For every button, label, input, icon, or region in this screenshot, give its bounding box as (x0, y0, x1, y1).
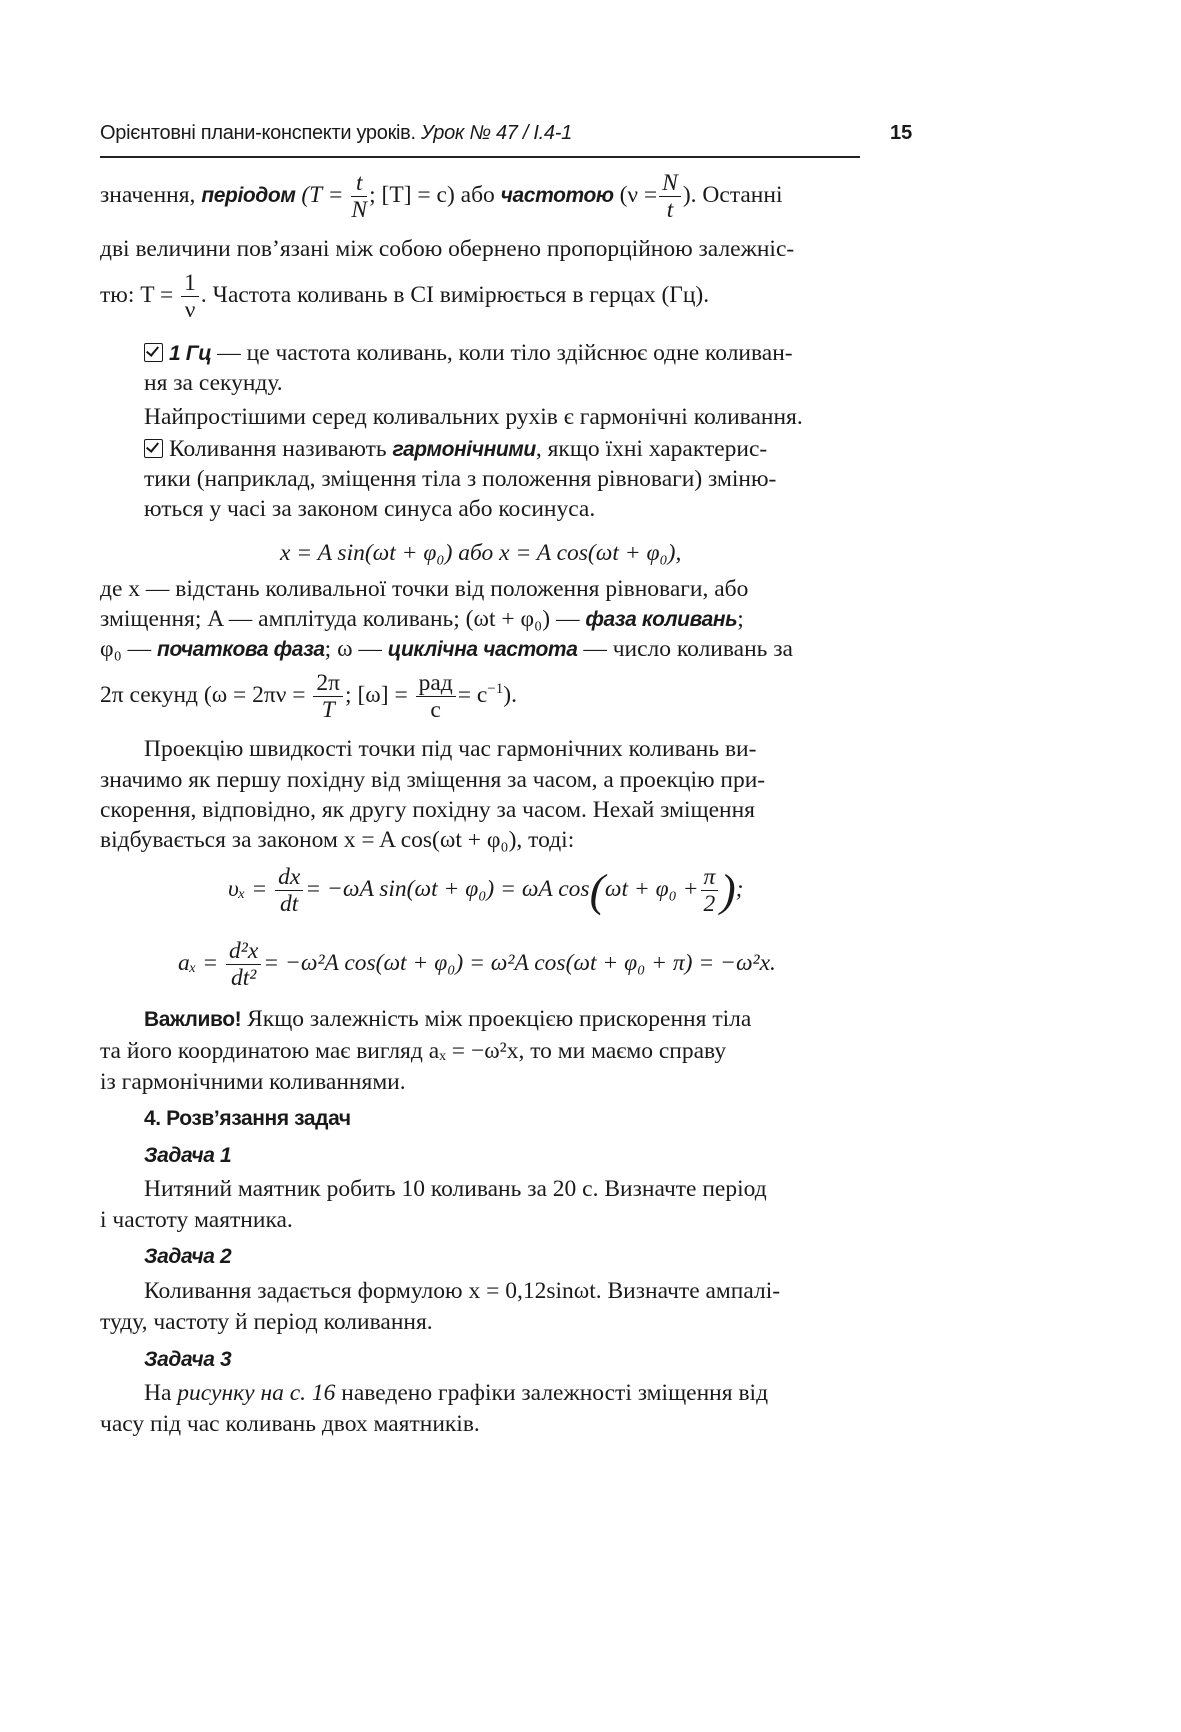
fraction (313, 670, 343, 723)
text-line: Найпростішими серед коливальних рухів є гармонічні коливання. (144, 404, 803, 430)
numerator: t (351, 170, 367, 197)
text: зміщення; A — амплітуда коливань; (ωt + φ₀) — (100, 606, 580, 632)
task-title: Задача 3 (144, 1348, 232, 1371)
term-frequency: частотою (500, 183, 614, 207)
task-title: Задача 1 (144, 1144, 232, 1167)
text-line (100, 270, 912, 323)
numerator: 2π (313, 670, 343, 697)
text: наведено графіки залежності зміщення від (341, 1380, 769, 1406)
text: На (144, 1380, 172, 1406)
section-heading: 4. Розв’язання задач (144, 1107, 351, 1130)
formula: = с (457, 681, 488, 708)
term-hertz: 1 Гц (169, 342, 212, 365)
text-line: Проекцію швидкості точки під час гармонічних коливань ви- (144, 736, 757, 762)
text: . Частота коливань в СІ вимірюється в герцах (Гц). (200, 281, 710, 308)
denominator: N (351, 197, 368, 223)
text-line: де x — відстань коливальної точки від положення рівноваги, або (100, 576, 749, 602)
definition-line (144, 338, 912, 370)
formula: тю: T = (100, 281, 174, 308)
text-line: скорення, відповідно, як другу похідну за часом. Нехай зміщення (100, 797, 755, 823)
text: ; ω — (324, 636, 382, 662)
task-text: і частоту маятника. (100, 1207, 293, 1233)
header-title (100, 122, 572, 145)
text-line (100, 604, 912, 636)
fraction (275, 864, 303, 917)
denominator: dt² (231, 965, 257, 991)
text-line (100, 634, 912, 666)
text: — число коливань за (583, 636, 793, 662)
formula: ; [T] = с) або (369, 181, 495, 208)
fraction (226, 938, 261, 991)
checkbox-icon (144, 439, 163, 458)
text-line: дві величини пов’язані між собою обернено пропорційною залежніс- (100, 236, 795, 262)
text: значення, (100, 181, 196, 208)
denominator: T (321, 697, 335, 723)
denominator: dt (280, 891, 299, 917)
header-title-regular: Орієнтовні плани-конспекти уроків. (100, 122, 416, 144)
definition-line: ня за секунду. (144, 370, 283, 396)
fraction (351, 170, 367, 223)
text: , якщо їхні характерис- (535, 436, 768, 462)
definition-line: тики (наприклад, зміщення тіла з положення рівноваги) зміню- (144, 466, 777, 492)
numerator: N (659, 170, 681, 197)
task-text: часу під час коливань двох маятників. (100, 1411, 480, 1437)
formula: aₓ = (178, 949, 219, 976)
denominator: ν (184, 297, 196, 323)
numerator: 1 (181, 270, 199, 297)
task-title: Задача 2 (144, 1245, 232, 1268)
text-line: відбувається за законом x = A cos(ωt + φ₀), тоді: (100, 827, 575, 853)
formula: 2π секунд (ω = 2πν = (100, 681, 306, 708)
term-period: періодом (201, 183, 296, 207)
formula: (T = (301, 181, 344, 208)
task-text (144, 1378, 912, 1409)
fraction (659, 170, 681, 223)
fraction (416, 670, 456, 723)
formula: ωt + φ₀ + (604, 875, 699, 902)
header-title-italic: Урок № 47 / І.4-1 (421, 122, 572, 144)
denominator: 2 (703, 891, 716, 917)
superscript: −1 (487, 680, 504, 697)
text: Коливання називають (169, 436, 387, 462)
running-header (100, 118, 860, 158)
text-line: значимо як першу похідну від зміщення за часом, а проекцію при- (100, 767, 766, 793)
paren-open: ( (589, 864, 605, 916)
task-text: Коливання задається формулою x = 0,12sinωt. Визначте ампалі- (144, 1278, 781, 1304)
important-note (144, 1004, 912, 1036)
formula: υₓ = (228, 875, 268, 902)
task-text: Нитяний маятник робить 10 коливань за 20 с. Визначте період (144, 1176, 767, 1202)
numerator: π (701, 864, 719, 891)
formula: ; [ω] = (345, 681, 408, 708)
text: ). Останні (682, 181, 783, 208)
text: φ₀ — (100, 636, 152, 662)
equation-velocity (228, 864, 928, 917)
checkbox-icon (144, 343, 163, 362)
denominator: t (666, 197, 674, 223)
text: ). (503, 681, 517, 708)
fraction (181, 270, 199, 323)
text: — це частота коливань, коли тіло здійснює одне коливан- (217, 340, 793, 366)
term-harmonic: гармонічними (392, 438, 536, 461)
important-label: Важливо! (144, 1008, 242, 1031)
paren-close: ) (720, 864, 736, 916)
fraction (701, 864, 719, 917)
denominator: с (430, 697, 441, 723)
text: ; (737, 606, 744, 632)
task-text: туду, частоту й період коливання. (100, 1309, 433, 1335)
text: Якщо залежність між проекцією прискорення тіла (247, 1006, 752, 1032)
numerator: рад (416, 670, 456, 697)
definition-line (144, 434, 912, 466)
equation-acceleration (178, 938, 938, 991)
page-number: 15 (890, 122, 913, 144)
numerator: dx (275, 864, 303, 891)
text-line (100, 170, 912, 223)
term-initial-phase: початкова фаза (157, 638, 325, 661)
formula: = −ωA sin(ωt + φ₀) = ωA cos (305, 875, 590, 902)
figure-reference: рисунку на с. 16 (177, 1380, 336, 1406)
text-line: та його координатою має вигляд aₓ = −ω²x, то ми маємо справу (100, 1038, 727, 1064)
text-line: із гармонічними коливаннями. (100, 1069, 406, 1095)
term-phase: фаза коливань (585, 608, 738, 631)
text: ; (735, 875, 744, 902)
text-line (100, 670, 912, 723)
formula: = −ω²A cos(ωt + φ₀) = ω²A cos(ωt + φ₀ + π) = −ω²x. (263, 949, 776, 976)
term-cyclic-frequency: циклічна частота (387, 638, 578, 661)
numerator: d²x (226, 938, 261, 965)
formula: (ν = (619, 181, 658, 208)
definition-line: ються у часі за законом синуса або косинуса. (144, 496, 596, 522)
equation-harmonic: x = A sin(ωt + φ₀) або x = A cos(ωt + φ₀), (280, 540, 682, 566)
